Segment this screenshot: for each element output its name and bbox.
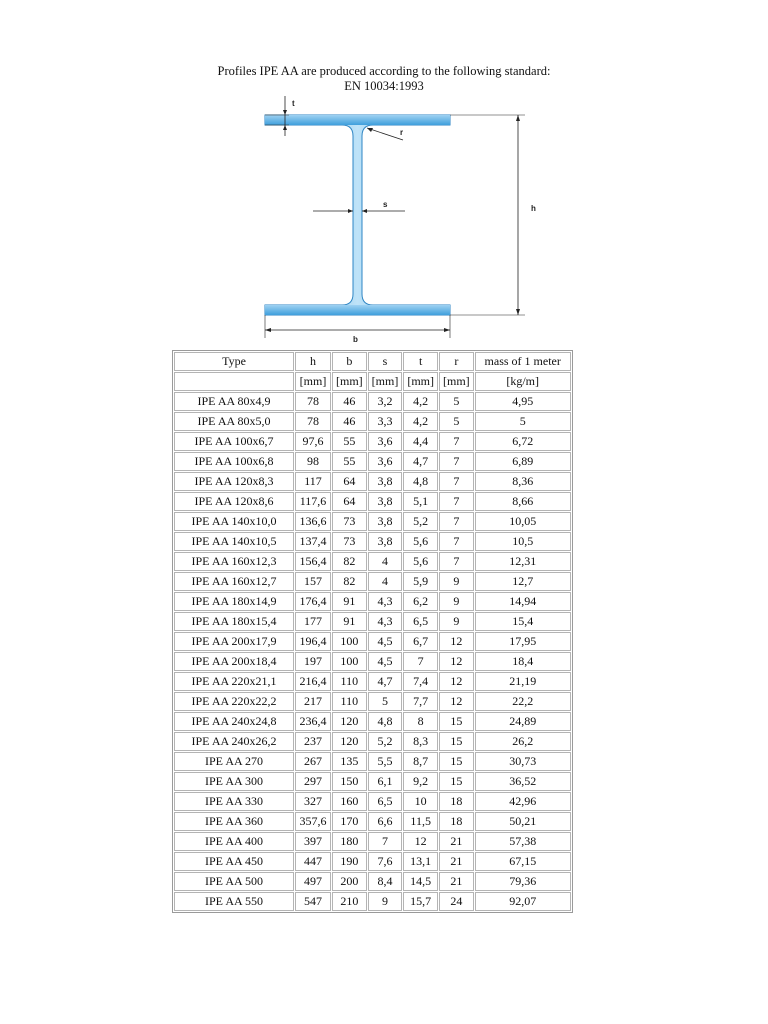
s-cell: 9 xyxy=(368,892,403,911)
table-row xyxy=(174,732,571,751)
table-row xyxy=(174,832,571,851)
r-cell: 18 xyxy=(439,792,474,811)
r-cell: 7 xyxy=(439,532,474,551)
h-cell: 236,4 xyxy=(295,712,331,731)
header-h: h xyxy=(295,352,331,371)
r-cell: 7 xyxy=(439,492,474,511)
t-cell: 5,1 xyxy=(403,492,438,511)
h-cell: 357,6 xyxy=(295,812,331,831)
t-cell: 5,6 xyxy=(403,532,438,551)
s-cell: 4,7 xyxy=(368,672,403,691)
h-label: h xyxy=(531,204,536,213)
b-label: b xyxy=(353,335,358,344)
table-row xyxy=(174,872,571,891)
ibeam-shape xyxy=(265,115,450,315)
bottom-flange xyxy=(265,305,450,315)
r-cell: 7 xyxy=(439,552,474,571)
table-row xyxy=(174,692,571,711)
unit-b: [mm] xyxy=(332,372,367,391)
unit-s: [mm] xyxy=(368,372,403,391)
t-cell: 6,5 xyxy=(403,612,438,631)
profile-table-container xyxy=(172,350,573,913)
header-t: t xyxy=(403,352,438,371)
t-cell: 4,8 xyxy=(403,472,438,491)
header-r: r xyxy=(439,352,474,371)
b-cell: 82 xyxy=(332,572,367,591)
b-cell: 170 xyxy=(332,812,367,831)
units-row xyxy=(174,372,571,391)
table-row xyxy=(174,892,571,911)
h-cell: 196,4 xyxy=(295,632,331,651)
type-cell: IPE AA 240x24,8 xyxy=(174,712,294,731)
b-cell: 55 xyxy=(332,432,367,451)
mass-cell: 12,31 xyxy=(475,552,571,571)
s-cell: 5 xyxy=(368,692,403,711)
table-row xyxy=(174,472,571,491)
type-cell: IPE AA 200x18,4 xyxy=(174,652,294,671)
s-cell: 4 xyxy=(368,552,403,571)
r-cell: 7 xyxy=(439,472,474,491)
table-row xyxy=(174,452,571,471)
type-cell: IPE AA 400 xyxy=(174,832,294,851)
h-cell: 497 xyxy=(295,872,331,891)
table-row xyxy=(174,812,571,831)
table-row xyxy=(174,392,571,411)
mass-cell: 21,19 xyxy=(475,672,571,691)
table-row xyxy=(174,792,571,811)
r-cell: 15 xyxy=(439,712,474,731)
type-cell: IPE AA 160x12,3 xyxy=(174,552,294,571)
table-row xyxy=(174,752,571,771)
r-cell: 7 xyxy=(439,452,474,471)
s-cell: 6,1 xyxy=(368,772,403,791)
intro-line-1: Profiles IPE AA are produced according to the following standard: xyxy=(217,64,551,78)
type-cell: IPE AA 120x8,6 xyxy=(174,492,294,511)
t-cell: 7,4 xyxy=(403,672,438,691)
t-cell: 4,7 xyxy=(403,452,438,471)
mass-cell: 17,95 xyxy=(475,632,571,651)
table-row xyxy=(174,632,571,651)
mass-cell: 10,5 xyxy=(475,532,571,551)
table-row xyxy=(174,432,571,451)
mass-cell: 67,15 xyxy=(475,852,571,871)
t-cell: 9,2 xyxy=(403,772,438,791)
s-cell: 6,6 xyxy=(368,812,403,831)
s-cell: 4,3 xyxy=(368,592,403,611)
mass-cell: 42,96 xyxy=(475,792,571,811)
s-cell: 3,8 xyxy=(368,512,403,531)
type-cell: IPE AA 200x17,9 xyxy=(174,632,294,651)
type-cell: IPE AA 100x6,7 xyxy=(174,432,294,451)
mass-cell: 26,2 xyxy=(475,732,571,751)
s-cell: 3,8 xyxy=(368,472,403,491)
h-cell: 78 xyxy=(295,412,331,431)
r-cell: 21 xyxy=(439,852,474,871)
profile-table xyxy=(172,350,573,913)
s-cell: 3,8 xyxy=(368,492,403,511)
h-cell: 216,4 xyxy=(295,672,331,691)
mass-cell: 8,36 xyxy=(475,472,571,491)
r-cell: 9 xyxy=(439,592,474,611)
h-cell: 97,6 xyxy=(295,432,331,451)
header-mass: mass of 1 meter xyxy=(475,352,571,371)
t-cell: 5,6 xyxy=(403,552,438,571)
mass-cell: 15,4 xyxy=(475,612,571,631)
unit-h: [mm] xyxy=(295,372,331,391)
mass-cell: 6,89 xyxy=(475,452,571,471)
r-cell: 21 xyxy=(439,872,474,891)
t-cell: 15,7 xyxy=(403,892,438,911)
b-cell: 120 xyxy=(332,732,367,751)
h-cell: 156,4 xyxy=(295,552,331,571)
h-cell: 217 xyxy=(295,692,331,711)
type-cell: IPE AA 180x14,9 xyxy=(174,592,294,611)
unit-type xyxy=(174,372,294,391)
mass-cell: 5 xyxy=(475,412,571,431)
type-cell: IPE AA 450 xyxy=(174,852,294,871)
t-cell: 10 xyxy=(403,792,438,811)
b-cell: 46 xyxy=(332,392,367,411)
table-row xyxy=(174,572,571,591)
r-cell: 12 xyxy=(439,692,474,711)
h-cell: 197 xyxy=(295,652,331,671)
h-cell: 327 xyxy=(295,792,331,811)
t-cell: 11,5 xyxy=(403,812,438,831)
b-cell: 55 xyxy=(332,452,367,471)
table-row xyxy=(174,492,571,511)
table-row xyxy=(174,652,571,671)
s-cell: 7 xyxy=(368,832,403,851)
header-b: b xyxy=(332,352,367,371)
r-cell: 7 xyxy=(439,432,474,451)
b-cell: 110 xyxy=(332,672,367,691)
type-cell: IPE AA 220x21,1 xyxy=(174,672,294,691)
b-cell: 160 xyxy=(332,792,367,811)
s-cell: 4 xyxy=(368,572,403,591)
type-cell: IPE AA 550 xyxy=(174,892,294,911)
s-cell: 4,5 xyxy=(368,652,403,671)
mass-cell: 12,7 xyxy=(475,572,571,591)
ibeam-drawing xyxy=(255,90,555,345)
r-cell: 15 xyxy=(439,752,474,771)
s-cell: 4,3 xyxy=(368,612,403,631)
s-cell: 4,8 xyxy=(368,712,403,731)
mass-cell: 4,95 xyxy=(475,392,571,411)
t-cell: 12 xyxy=(403,832,438,851)
r-label: r xyxy=(400,128,404,137)
t-label: t xyxy=(292,99,295,108)
type-cell: IPE AA 330 xyxy=(174,792,294,811)
ibeam-diagram xyxy=(255,90,555,345)
r-cell: 7 xyxy=(439,512,474,531)
table-row xyxy=(174,852,571,871)
s-cell: 5,5 xyxy=(368,752,403,771)
type-cell: IPE AA 180x15,4 xyxy=(174,612,294,631)
s-cell: 7,6 xyxy=(368,852,403,871)
s-cell: 3,2 xyxy=(368,392,403,411)
mass-cell: 92,07 xyxy=(475,892,571,911)
h-cell: 297 xyxy=(295,772,331,791)
type-cell: IPE AA 300 xyxy=(174,772,294,791)
h-cell: 267 xyxy=(295,752,331,771)
type-cell: IPE AA 220x22,2 xyxy=(174,692,294,711)
r-cell: 12 xyxy=(439,652,474,671)
b-cell: 210 xyxy=(332,892,367,911)
unit-mass: [kg/m] xyxy=(475,372,571,391)
table-row xyxy=(174,712,571,731)
r-cell: 12 xyxy=(439,632,474,651)
h-cell: 117 xyxy=(295,472,331,491)
b-cell: 200 xyxy=(332,872,367,891)
type-cell: IPE AA 160x12,7 xyxy=(174,572,294,591)
s-cell: 3,6 xyxy=(368,452,403,471)
b-cell: 46 xyxy=(332,412,367,431)
table-row xyxy=(174,532,571,551)
mass-cell: 50,21 xyxy=(475,812,571,831)
s-cell: 4,5 xyxy=(368,632,403,651)
h-cell: 177 xyxy=(295,612,331,631)
table-row xyxy=(174,412,571,431)
r-cell: 15 xyxy=(439,772,474,791)
table-row xyxy=(174,552,571,571)
h-cell: 157 xyxy=(295,572,331,591)
b-cell: 150 xyxy=(332,772,367,791)
h-cell: 137,4 xyxy=(295,532,331,551)
h-cell: 237 xyxy=(295,732,331,751)
header-type: Type xyxy=(174,352,294,371)
b-cell: 64 xyxy=(332,492,367,511)
mass-cell: 57,38 xyxy=(475,832,571,851)
b-cell: 73 xyxy=(332,512,367,531)
type-cell: IPE AA 240x26,2 xyxy=(174,732,294,751)
type-cell: IPE AA 120x8,3 xyxy=(174,472,294,491)
table-row xyxy=(174,672,571,691)
r-cell: 5 xyxy=(439,412,474,431)
t-cell: 4,4 xyxy=(403,432,438,451)
table-row xyxy=(174,772,571,791)
b-cell: 91 xyxy=(332,612,367,631)
b-cell: 120 xyxy=(332,712,367,731)
b-cell: 82 xyxy=(332,552,367,571)
h-cell: 117,6 xyxy=(295,492,331,511)
type-cell: IPE AA 140x10,5 xyxy=(174,532,294,551)
mass-cell: 8,66 xyxy=(475,492,571,511)
type-cell: IPE AA 500 xyxy=(174,872,294,891)
b-cell: 100 xyxy=(332,652,367,671)
s-cell: 8,4 xyxy=(368,872,403,891)
t-cell: 7 xyxy=(403,652,438,671)
type-cell: IPE AA 80x5,0 xyxy=(174,412,294,431)
b-cell: 91 xyxy=(332,592,367,611)
mass-cell: 18,4 xyxy=(475,652,571,671)
s-cell: 3,6 xyxy=(368,432,403,451)
b-cell: 190 xyxy=(332,852,367,871)
r-cell: 9 xyxy=(439,572,474,591)
r-cell: 12 xyxy=(439,672,474,691)
t-cell: 5,2 xyxy=(403,512,438,531)
t-cell: 5,9 xyxy=(403,572,438,591)
b-cell: 64 xyxy=(332,472,367,491)
mass-cell: 14,94 xyxy=(475,592,571,611)
t-cell: 14,5 xyxy=(403,872,438,891)
s-label: s xyxy=(383,200,388,209)
type-cell: IPE AA 80x4,9 xyxy=(174,392,294,411)
t-cell: 4,2 xyxy=(403,412,438,431)
r-cell: 24 xyxy=(439,892,474,911)
h-cell: 98 xyxy=(295,452,331,471)
type-cell: IPE AA 270 xyxy=(174,752,294,771)
table-row xyxy=(174,512,571,531)
r-cell: 9 xyxy=(439,612,474,631)
r-cell: 15 xyxy=(439,732,474,751)
unit-r: [mm] xyxy=(439,372,474,391)
h-cell: 176,4 xyxy=(295,592,331,611)
b-cell: 100 xyxy=(332,632,367,651)
t-cell: 6,2 xyxy=(403,592,438,611)
t-cell: 13,1 xyxy=(403,852,438,871)
mass-cell: 24,89 xyxy=(475,712,571,731)
type-cell: IPE AA 140x10,0 xyxy=(174,512,294,531)
b-cell: 135 xyxy=(332,752,367,771)
mass-cell: 10,05 xyxy=(475,512,571,531)
t-cell: 8,3 xyxy=(403,732,438,751)
t-cell: 6,7 xyxy=(403,632,438,651)
s-cell: 5,2 xyxy=(368,732,403,751)
b-cell: 180 xyxy=(332,832,367,851)
s-cell: 3,8 xyxy=(368,532,403,551)
header-s: s xyxy=(368,352,403,371)
unit-t: [mm] xyxy=(403,372,438,391)
b-cell: 73 xyxy=(332,532,367,551)
r-cell: 21 xyxy=(439,832,474,851)
s-cell: 6,5 xyxy=(368,792,403,811)
mass-cell: 30,73 xyxy=(475,752,571,771)
table-row xyxy=(174,592,571,611)
type-cell: IPE AA 360 xyxy=(174,812,294,831)
mass-cell: 22,2 xyxy=(475,692,571,711)
b-cell: 110 xyxy=(332,692,367,711)
h-cell: 397 xyxy=(295,832,331,851)
s-cell: 3,3 xyxy=(368,412,403,431)
r-cell: 18 xyxy=(439,812,474,831)
type-cell: IPE AA 100x6,8 xyxy=(174,452,294,471)
h-cell: 78 xyxy=(295,392,331,411)
h-cell: 136,6 xyxy=(295,512,331,531)
t-cell: 8,7 xyxy=(403,752,438,771)
h-cell: 547 xyxy=(295,892,331,911)
header-row xyxy=(174,352,571,371)
top-flange xyxy=(265,115,450,125)
t-cell: 7,7 xyxy=(403,692,438,711)
t-cell: 4,2 xyxy=(403,392,438,411)
mass-cell: 6,72 xyxy=(475,432,571,451)
mass-cell: 36,52 xyxy=(475,772,571,791)
table-row xyxy=(174,612,571,631)
mass-cell: 79,36 xyxy=(475,872,571,891)
standard-reference: EN 10034:1993 xyxy=(344,79,424,93)
profile-table-body xyxy=(174,352,571,911)
t-cell: 8 xyxy=(403,712,438,731)
r-cell: 5 xyxy=(439,392,474,411)
h-cell: 447 xyxy=(295,852,331,871)
